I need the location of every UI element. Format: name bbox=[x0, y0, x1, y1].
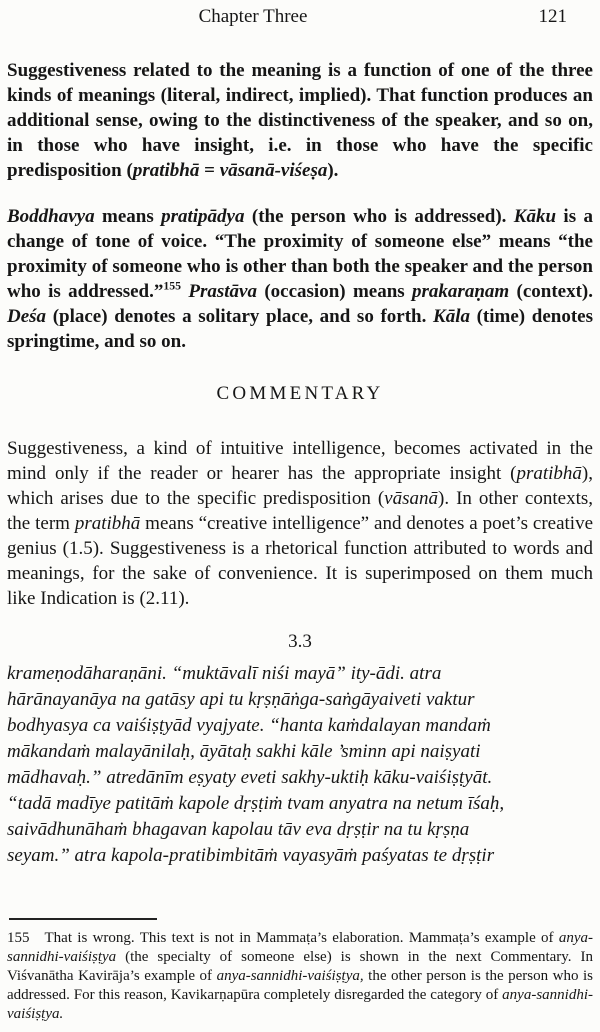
sanskrit-line: saivādhunāhaṁ bhagavan kapolau tāv eva dṛṣṭir na tu kṛṣṇa bbox=[7, 819, 470, 840]
running-header bbox=[7, 6, 593, 31]
page-number: 121 bbox=[538, 6, 567, 27]
sanskrit-line: seyam.” atra kapola-pratibimbitāṁ vayasyāṁ paśyatas te dṛṣṭir bbox=[7, 845, 495, 866]
sanskrit-line: krameṇodāharaṇāni. “muktāvalī niśi mayā” ity-ādi. atra bbox=[7, 663, 442, 684]
sanskrit-line: mādhavaḥ.” atredānīm eṣyaty eveti sakhy-uktiḥ kāku-vaiśiṣṭyāt. bbox=[7, 767, 493, 788]
commentary-paragraph: Suggestiveness, a kind of intuitive intelligence, becomes activated in the mind only if the reader or hearer has the appropriate insight (pratibhā), which arises due to the specific predisposition (vāsanā). In other contexts, the term pratibhā means “creative intelligence” and denotes a poet’s creative genius (1.5). Suggestiveness is a rhetorical function attributed to words and meanings, for the sake of convenience. It is superimposed on them much like Indication is (2.11). bbox=[7, 438, 594, 609]
translation-paragraph-2: Boddhavya means pratipādya (the person who is addressed). Kāku is a change of tone of voice. “The proximity of someone else” means “the proximity of someone who is other than both the speaker and the person who is addressed.”$^{155}$ Prastāva (occasion) means prakaraṇam (context). Deśa (place) denotes a solitary place, and so forth. Kāla (time) denotes springtime, and so on. bbox=[7, 206, 594, 352]
sanskrit-line: bodhyasya ca vaiśiṣṭyād vyajyate. “hanta kaṁdalayan mandaṁ bbox=[7, 715, 491, 736]
footnote-area bbox=[7, 918, 593, 1024]
sanskrit-line: hārānayanāya na gatāsy api tu kṛṣṇāṅga-saṅgāyaiveti vaktur bbox=[7, 689, 475, 710]
commentary-heading: COMMENTARY bbox=[216, 383, 384, 404]
sanskrit-line: mākandaṁ malayānilaḥ, āyātaḥ sakhi kāle ’sminn api naiṣyati bbox=[7, 741, 481, 762]
footnote-155: 155 That is wrong. This text is not in Mammaṭa’s elaboration. Mammaṭa’s example of anya-sannidhi-vaiśiṣṭya (the specialty of someone else) is shown in the next Commentary. In Viśvanātha Kavirāja’s example of anya-sannidhi-vaiśiṣṭya, the other person is the person who is addressed. For this reason, Kavikarṇapūra completely disregarded the category of anya-sannidhi-vaiśiṣṭya. bbox=[7, 930, 593, 1022]
sanskrit-passage bbox=[7, 661, 593, 869]
chapter-title: Chapter Three bbox=[198, 6, 308, 27]
translation-paragraph-1: Suggestiveness related to the meaning is a function of one of the three kinds of meanings (literal, indirect, implied). That function produces an additional sense, owing to the distinctiveness of the speaker, and so on, in those who have insight, i.e. in those who have the specific predisposition (pratibhā = vāsanā-viśeṣa). bbox=[7, 60, 593, 181]
section-number: 3.3 bbox=[288, 631, 312, 652]
sanskrit-line: “tadā madīye patitāṁ kapole dṛṣṭiṁ tvam anyatra na netum īśaḥ, bbox=[7, 793, 505, 814]
footnote-rule bbox=[9, 918, 157, 920]
